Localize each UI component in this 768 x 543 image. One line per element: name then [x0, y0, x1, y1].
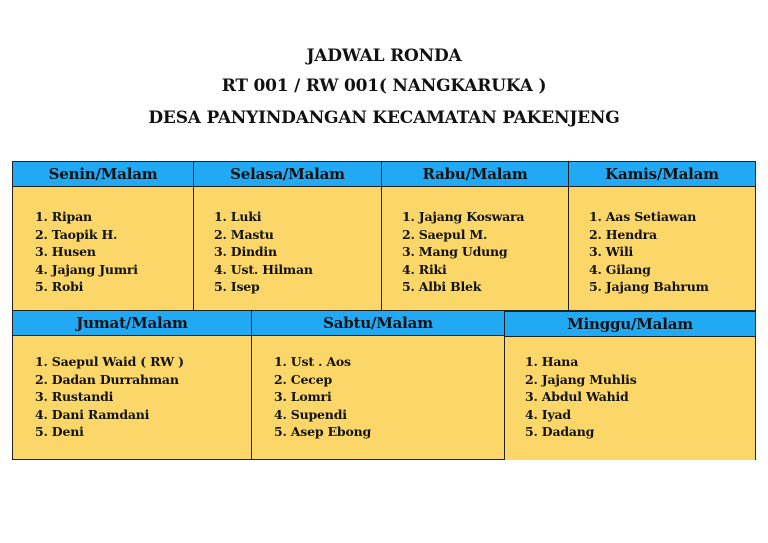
day-cell-senin [12, 161, 194, 311]
member-item: 4. Supendi [274, 406, 347, 422]
member-list [589, 208, 709, 296]
member-item: 2. Saepul M. [402, 226, 488, 242]
member-item: 1. Hana [525, 354, 579, 369]
member-item: 3. Abdul Wahid [525, 389, 629, 404]
member-item: 3. Dindin [214, 244, 277, 259]
member-item: 3. Wili [589, 244, 634, 259]
member-item: 5. Dadang [525, 424, 595, 439]
day-cell-selasa [194, 161, 382, 311]
member-item: 5. Robi [35, 279, 84, 294]
member-item: 2. Hendra [589, 226, 657, 242]
day-cell-rabu [382, 161, 569, 311]
day-header: Rabu/Malam [382, 162, 568, 187]
member-list [274, 353, 371, 441]
member-item: 4. Dani Ramdani [35, 406, 150, 422]
day-cell-kamis [569, 161, 756, 311]
title-rt-rw: RT 001 / RW 001( NANGKARUKA ) [221, 76, 547, 96]
member-item: 2. Dadan Durrahman [35, 371, 179, 387]
day-header: Sabtu/Malam [252, 311, 504, 336]
member-item: 3. Husen [35, 244, 96, 259]
day-header: Jumat/Malam [13, 311, 251, 336]
title-desa: DESA PANYINDANGAN KECAMATAN PAKENJENG [148, 108, 620, 128]
day-header: Senin/Malam [13, 162, 193, 187]
day-header: Kamis/Malam [569, 162, 755, 187]
member-item: 5. Isep [214, 279, 260, 294]
member-item: 3. Rustandi [35, 389, 114, 404]
member-item: 1. Aas Setiawan [589, 209, 697, 224]
schedule-row-1 [12, 161, 756, 311]
schedule-row-2 [12, 311, 756, 460]
member-item: 2. Taopik H. [35, 226, 118, 242]
member-item: 1. Luki [214, 209, 262, 224]
member-item: 2. Jajang Muhlis [525, 371, 637, 387]
member-list [35, 208, 138, 296]
member-list [35, 353, 184, 441]
member-item: 3. Mang Udung [402, 244, 508, 259]
day-cell-jumat [12, 311, 252, 460]
member-item: 4. Gilang [589, 261, 651, 277]
day-header: Minggu/Malam [505, 311, 755, 337]
member-list [214, 208, 313, 296]
member-item: 2. Cecep [274, 371, 333, 387]
member-item: 1. Ripan [35, 209, 92, 224]
member-item: 1. Jajang Koswara [402, 209, 525, 224]
member-item: 2. Mastu [214, 226, 274, 242]
member-item: 5. Asep Ebong [274, 424, 372, 439]
member-item: 4. Ust. Hilman [214, 261, 313, 277]
day-cell-minggu [505, 311, 756, 460]
day-cell-sabtu [252, 311, 505, 460]
member-item: 4. Iyad [525, 406, 571, 422]
member-item: 4. Riki [402, 261, 447, 277]
member-item: 5. Deni [35, 424, 84, 439]
member-item: 4. Jajang Jumri [35, 261, 138, 277]
member-list [525, 353, 637, 441]
member-item: 1. Ust . Aos [274, 354, 351, 369]
member-item: 5. Albi Blek [402, 279, 482, 294]
title-jadwal: JADWAL RONDA [306, 46, 462, 66]
member-list [402, 208, 524, 296]
member-item: 5. Jajang Bahrum [589, 279, 709, 294]
day-header: Selasa/Malam [194, 162, 381, 187]
member-item: 3. Lomri [274, 389, 332, 404]
member-item: 1. Saepul Waid ( RW ) [35, 354, 184, 369]
